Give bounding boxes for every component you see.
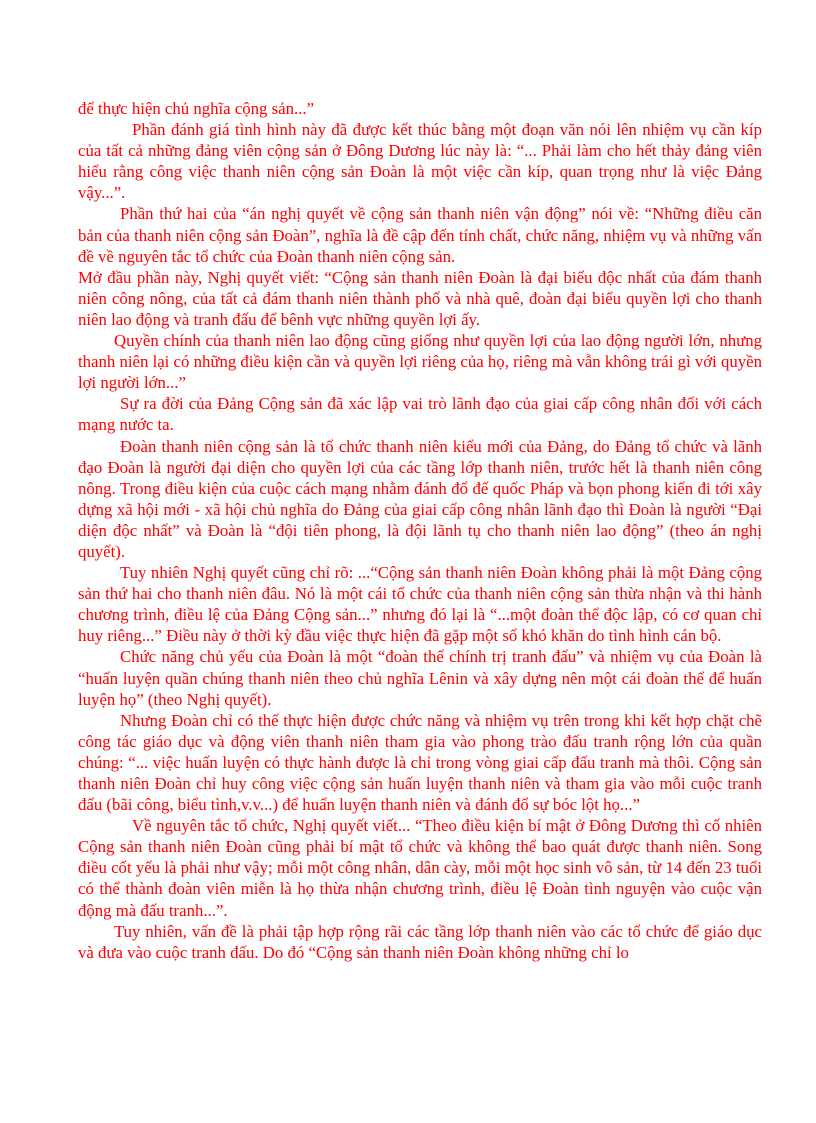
paragraph-5: Quyền chính của thanh niên lao động cũng giống như quyền lợi của lao động người lớn, nhưng thanh niên lại có những điều kiện cần và quyền lợi riêng của họ, riêng mà vẫn không trái gì với quyền lợi người lớn...” (78, 331, 762, 393)
paragraph-3: Phần thứ hai của “án nghị quyết về cộng sản thanh niên vận động” nói về: “Những điều căn bản của thanh niên cộng sản Đoàn”, nghĩa là đề cập đến tính chất, chức năng, nhiệm vụ và những vấn đề về nguyên tắc tổ chức của Đoàn thanh niên cộng sản. (78, 204, 762, 266)
paragraph-4: Mở đầu phần này, Nghị quyết viết: “Cộng sản thanh niên Đoàn là đại biểu độc nhất của đám thanh niên công nông, của tất cả đám thanh niên thành phố và nhà quê, đoàn đại biểu quyền lợi cho thanh niên lao động và tranh đấu để bênh vực những quyền lợi ấy. (78, 267, 762, 329)
document-body (78, 98, 762, 963)
paragraph-7: Đoàn thanh niên cộng sản là tổ chức thanh niên kiểu mới của Đảng, do Đảng tổ chức và lãnh đạo Đoàn là người đại diện cho quyền lợi của các tầng lớp thanh niên, trước hết là thanh niên công nông. Trong điều kiện của cuộc cách mạng nhằm đánh đổ đế quốc Pháp và bọn phong kiến đi tới xây dựng xã hội mới - xã hội chủ nghĩa do Đảng của giai cấp công nhân lãnh đạo thì Đoàn là người “Đại diện độc nhất” và Đoàn là “đội tiên phong, là đội lãnh tụ cho thanh niên lao động” (theo án nghị quyết). (78, 436, 762, 561)
paragraph-11: Về nguyên tắc tổ chức, Nghị quyết viết... “Theo điều kiện bí mật ở Đông Dương thì cố nhiên Cộng sản thanh niên Đoàn cũng phải bí mật tổ chức và không thể bao quát được thanh niên. Song điều cốt yếu là phải như vậy; mỗi một công nhân, dân cày, mỗi một học sinh vô sản, từ 14 đến 23 tuổi có thể thành đoàn viên miễn là họ thừa nhận chương trình, điều lệ Đoàn tình nguyện vào cuộc vận động mà đấu tranh...”. (78, 816, 762, 920)
paragraph-2: Phần đánh giá tình hình này đã được kết thúc bằng một đoạn văn nói lên nhiệm vụ cần kíp của tất cả những đảng viên cộng sản ở Đông Dương lúc này là: “... Phải làm cho hết thảy đảng viên hiểu rằng công việc thanh niên cộng sản Đoàn là một việc cần kíp, quan trọng như là việc Đảng vậy...”. (78, 120, 762, 203)
paragraph-6: Sự ra đời của Đảng Cộng sản đã xác lập vai trò lãnh đạo của giai cấp công nhân đối với cách mạng nước ta. (78, 394, 762, 435)
paragraph-1: để thực hiện chủ nghĩa cộng sản...” (78, 99, 315, 118)
paragraph-12: Tuy nhiên, vấn đề là phải tập hợp rộng rãi các tầng lớp thanh niên vào các tổ chức để giáo dục và đưa vào cuộc tranh đấu. Do đó “Cộng sản thanh niên Đoàn không những chỉ lo (78, 921, 762, 962)
paragraph-10: Nhưng Đoàn chỉ có thể thực hiện được chức năng và nhiệm vụ trên trong khi kết hợp chặt chẽ công tác giáo dục và động viên thanh niên tham gia vào phong trào đấu tranh rộng lớn của quần chúng: “... việc huấn luyện có thực hành được là chỉ trong vòng giai cấp đấu tranh mà thôi. Cộng sản thanh niên Đoàn chỉ huy công việc cộng sản huấn luyện thanh niên và tham gia vào mỗi cuộc tranh đấu (bãi công, biểu tình,v.v...) để huấn luyện thanh niên và đánh đổ sự bóc lột họ...” (78, 710, 762, 815)
paragraph-8: Tuy nhiên Nghị quyết cũng chỉ rõ: ...“Cộng sản thanh niên Đoàn không phải là một Đảng cộng sản thứ hai cho thanh niên đâu. Nó là một cái tổ chức của thanh niên cộng sản thừa nhận và thi hành chương trình, điều lệ của Đảng Cộng sản...” nhưng đó lại là “...một đoàn thể độc lập, có cơ quan chỉ huy riêng...” Điều này ở thời kỳ đầu việc thực hiện đã gặp một số khó khăn do tình hình cán bộ. (78, 563, 762, 646)
paragraph-9: Chức năng chủ yếu của Đoàn là một “đoàn thể chính trị tranh đấu” và nhiệm vụ của Đoàn là “huấn luyện quần chúng thanh niên theo chủ nghĩa Lênin và xây dựng nên một cái đoàn thể để huấn luyện họ” (theo Nghị quyết). (78, 647, 762, 709)
